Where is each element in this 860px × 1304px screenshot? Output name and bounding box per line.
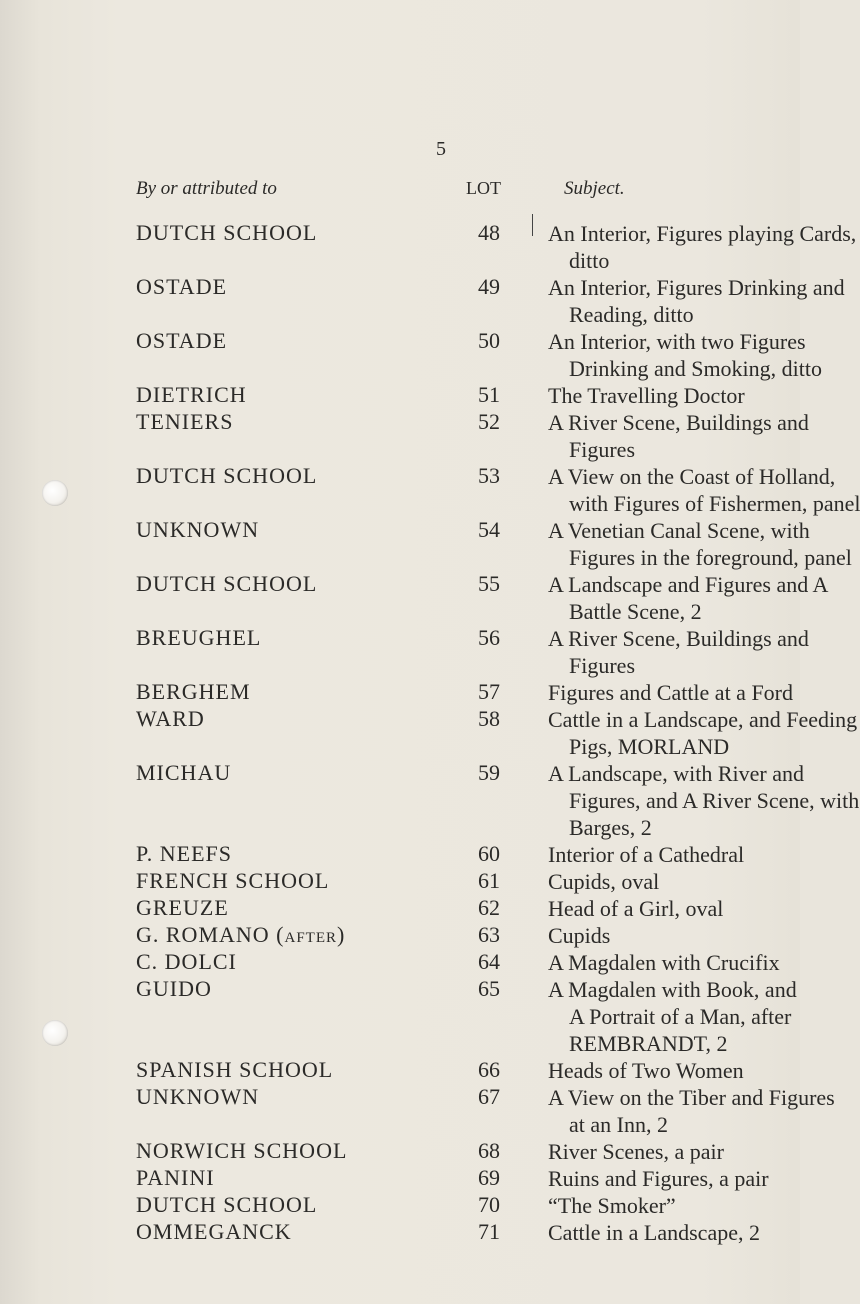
lot-subject (548, 274, 845, 328)
lot-number: 69 (478, 1165, 500, 1190)
lot-subject (548, 571, 829, 625)
lot-number: 70 (478, 1192, 500, 1217)
artist-name: WARD (136, 706, 205, 731)
artist-name: DUTCH SCHOOL (136, 571, 318, 596)
subject-continuation-line: Pigs, MORLAND (569, 734, 730, 759)
lot-subject (548, 841, 794, 868)
artist-name: DUTCH SCHOOL (136, 1192, 318, 1217)
lot-subject (548, 463, 860, 517)
subject-line: A View on the Coast of Holland, (548, 464, 836, 489)
lot-number: 59 (478, 760, 500, 785)
lot-number: 67 (478, 1084, 500, 1109)
lot-subject (548, 382, 794, 409)
subject-line: Cupids (548, 923, 611, 948)
lot-number: 53 (478, 463, 500, 488)
artist-name: BREUGHEL (136, 625, 262, 650)
subject-line: “The Smoker” (548, 1193, 676, 1218)
lot-number: 68 (478, 1138, 500, 1163)
column-divider (532, 214, 533, 236)
lot-number: 56 (478, 625, 500, 650)
subject-line: A River Scene, Buildings and (548, 626, 809, 651)
artist-name: MICHAU (136, 760, 232, 785)
lot-number: 48 (478, 220, 500, 245)
artist-name: BERGHEM (136, 679, 251, 704)
subject-line: A Magdalen with Book, and (548, 977, 797, 1002)
lot-subject (548, 328, 822, 382)
subject-continuation-line: Barges, 2 (569, 815, 652, 840)
artist-name: DUTCH SCHOOL (136, 463, 318, 488)
lot-number: 50 (478, 328, 500, 353)
subject-line: Interior of a Cathedral (548, 842, 745, 867)
artist-name: G. ROMANO (after) (136, 922, 346, 947)
artist-name: UNKNOWN (136, 517, 260, 542)
subject-continuation-line: Figures (569, 437, 635, 462)
lot-number: 57 (478, 679, 500, 704)
subject-line: A Venetian Canal Scene, with (548, 518, 810, 543)
lot-subject (548, 517, 852, 571)
artist-name: C. DOLCI (136, 949, 237, 974)
lot-number: 66 (478, 1057, 500, 1082)
subject-line: Cattle in a Landscape, 2 (548, 1220, 760, 1245)
subject-line: Figures and Cattle at a Ford (548, 680, 794, 705)
lot-number: 55 (478, 571, 500, 596)
artist-name: OMMEGANCK (136, 1219, 292, 1244)
lot-number: 63 (478, 922, 500, 947)
lot-subject (548, 760, 860, 841)
lot-number: 71 (478, 1219, 500, 1244)
artist-name: PANINI (136, 1165, 215, 1190)
subject-continuation-line: Figures in the foreground, panel (569, 545, 852, 570)
artist-name: SPANISH SCHOOL (136, 1057, 334, 1082)
lot-subject (548, 868, 794, 895)
subject-line: River Scenes, a pair (548, 1139, 724, 1164)
subject-line: An Interior, Figures playing Cards, (548, 221, 857, 246)
lot-subject (548, 1138, 794, 1165)
lot-number: 58 (478, 706, 500, 731)
subject-line: A Magdalen with Crucifix (548, 950, 780, 975)
lot-number: 60 (478, 841, 500, 866)
lot-number: 61 (478, 868, 500, 893)
subject-line: A Landscape, with River and (548, 761, 804, 786)
lot-number: 65 (478, 976, 500, 1001)
lot-subject (548, 949, 794, 976)
subject-continuation-line: REMBRANDT, 2 (569, 1031, 728, 1056)
subject-continuation-line: at an Inn, 2 (569, 1112, 668, 1137)
artist-name: GUIDO (136, 976, 212, 1001)
subject-line: Cupids, oval (548, 869, 660, 894)
lot-number: 49 (478, 274, 500, 299)
artist-column-header: By or attributed to (136, 178, 277, 199)
subject-line: Cattle in a Landscape, and Feeding (548, 707, 858, 732)
lot-subject (548, 706, 858, 760)
artist-name: NORWICH SCHOOL (136, 1138, 348, 1163)
subject-column-header: Subject. (564, 178, 625, 199)
subject-continuation-line: Reading, ditto (569, 302, 694, 327)
subject-line: An Interior, with two Figures (548, 329, 806, 354)
lot-number: 62 (478, 895, 500, 920)
artist-name: P. NEEFS (136, 841, 233, 866)
subject-continuation-line: Drinking and Smoking, ditto (569, 356, 822, 381)
lot-subject (548, 1192, 794, 1219)
lot-subject (548, 1219, 794, 1246)
subject-line: Heads of Two Women (548, 1058, 744, 1083)
artist-name: OSTADE (136, 274, 228, 299)
subject-continuation-line: Figures (569, 653, 635, 678)
subject-line: Ruins and Figures, a pair (548, 1166, 769, 1191)
lot-number: 64 (478, 949, 500, 974)
lot-subject (548, 1165, 794, 1192)
lot-subject (548, 1057, 794, 1084)
artist-name: FRENCH SCHOOL (136, 868, 330, 893)
binding-hole (42, 480, 68, 506)
lot-subject (548, 625, 809, 679)
artist-name: OSTADE (136, 328, 228, 353)
artist-name: GREUZE (136, 895, 229, 920)
subject-line: The Travelling Doctor (548, 383, 745, 408)
artist-name: TENIERS (136, 409, 234, 434)
binding-hole (42, 1020, 68, 1046)
artist-name: UNKNOWN (136, 1084, 260, 1109)
page-number: 5 (436, 138, 446, 160)
lot-column-header: LOT (466, 178, 501, 198)
lot-subject (548, 1084, 835, 1138)
lot-subject (548, 220, 857, 274)
subject-continuation-line: Battle Scene, 2 (569, 599, 702, 624)
lot-subject (548, 976, 797, 1057)
lot-number: 54 (478, 517, 500, 542)
lot-number: 51 (478, 382, 500, 407)
lot-number: 52 (478, 409, 500, 434)
subject-line: An Interior, Figures Drinking and (548, 275, 845, 300)
subject-continuation-line: A Portrait of a Man, after (569, 1004, 792, 1029)
subject-continuation-line: Figures, and A River Scene, with (569, 788, 860, 813)
subject-line: A Landscape and Figures and A (548, 572, 829, 597)
lot-subject (548, 922, 794, 949)
lot-subject (548, 679, 794, 706)
subject-line: A View on the Tiber and Figures (548, 1085, 835, 1110)
subject-line: A River Scene, Buildings and (548, 410, 809, 435)
artist-name: DUTCH SCHOOL (136, 220, 318, 245)
subject-continuation-line: ditto (569, 248, 610, 273)
lot-subject (548, 895, 794, 922)
subject-line: Head of a Girl, oval (548, 896, 724, 921)
artist-name: DIETRICH (136, 382, 247, 407)
subject-continuation-line: with Figures of Fishermen, panel (569, 491, 860, 516)
lot-subject (548, 409, 809, 463)
